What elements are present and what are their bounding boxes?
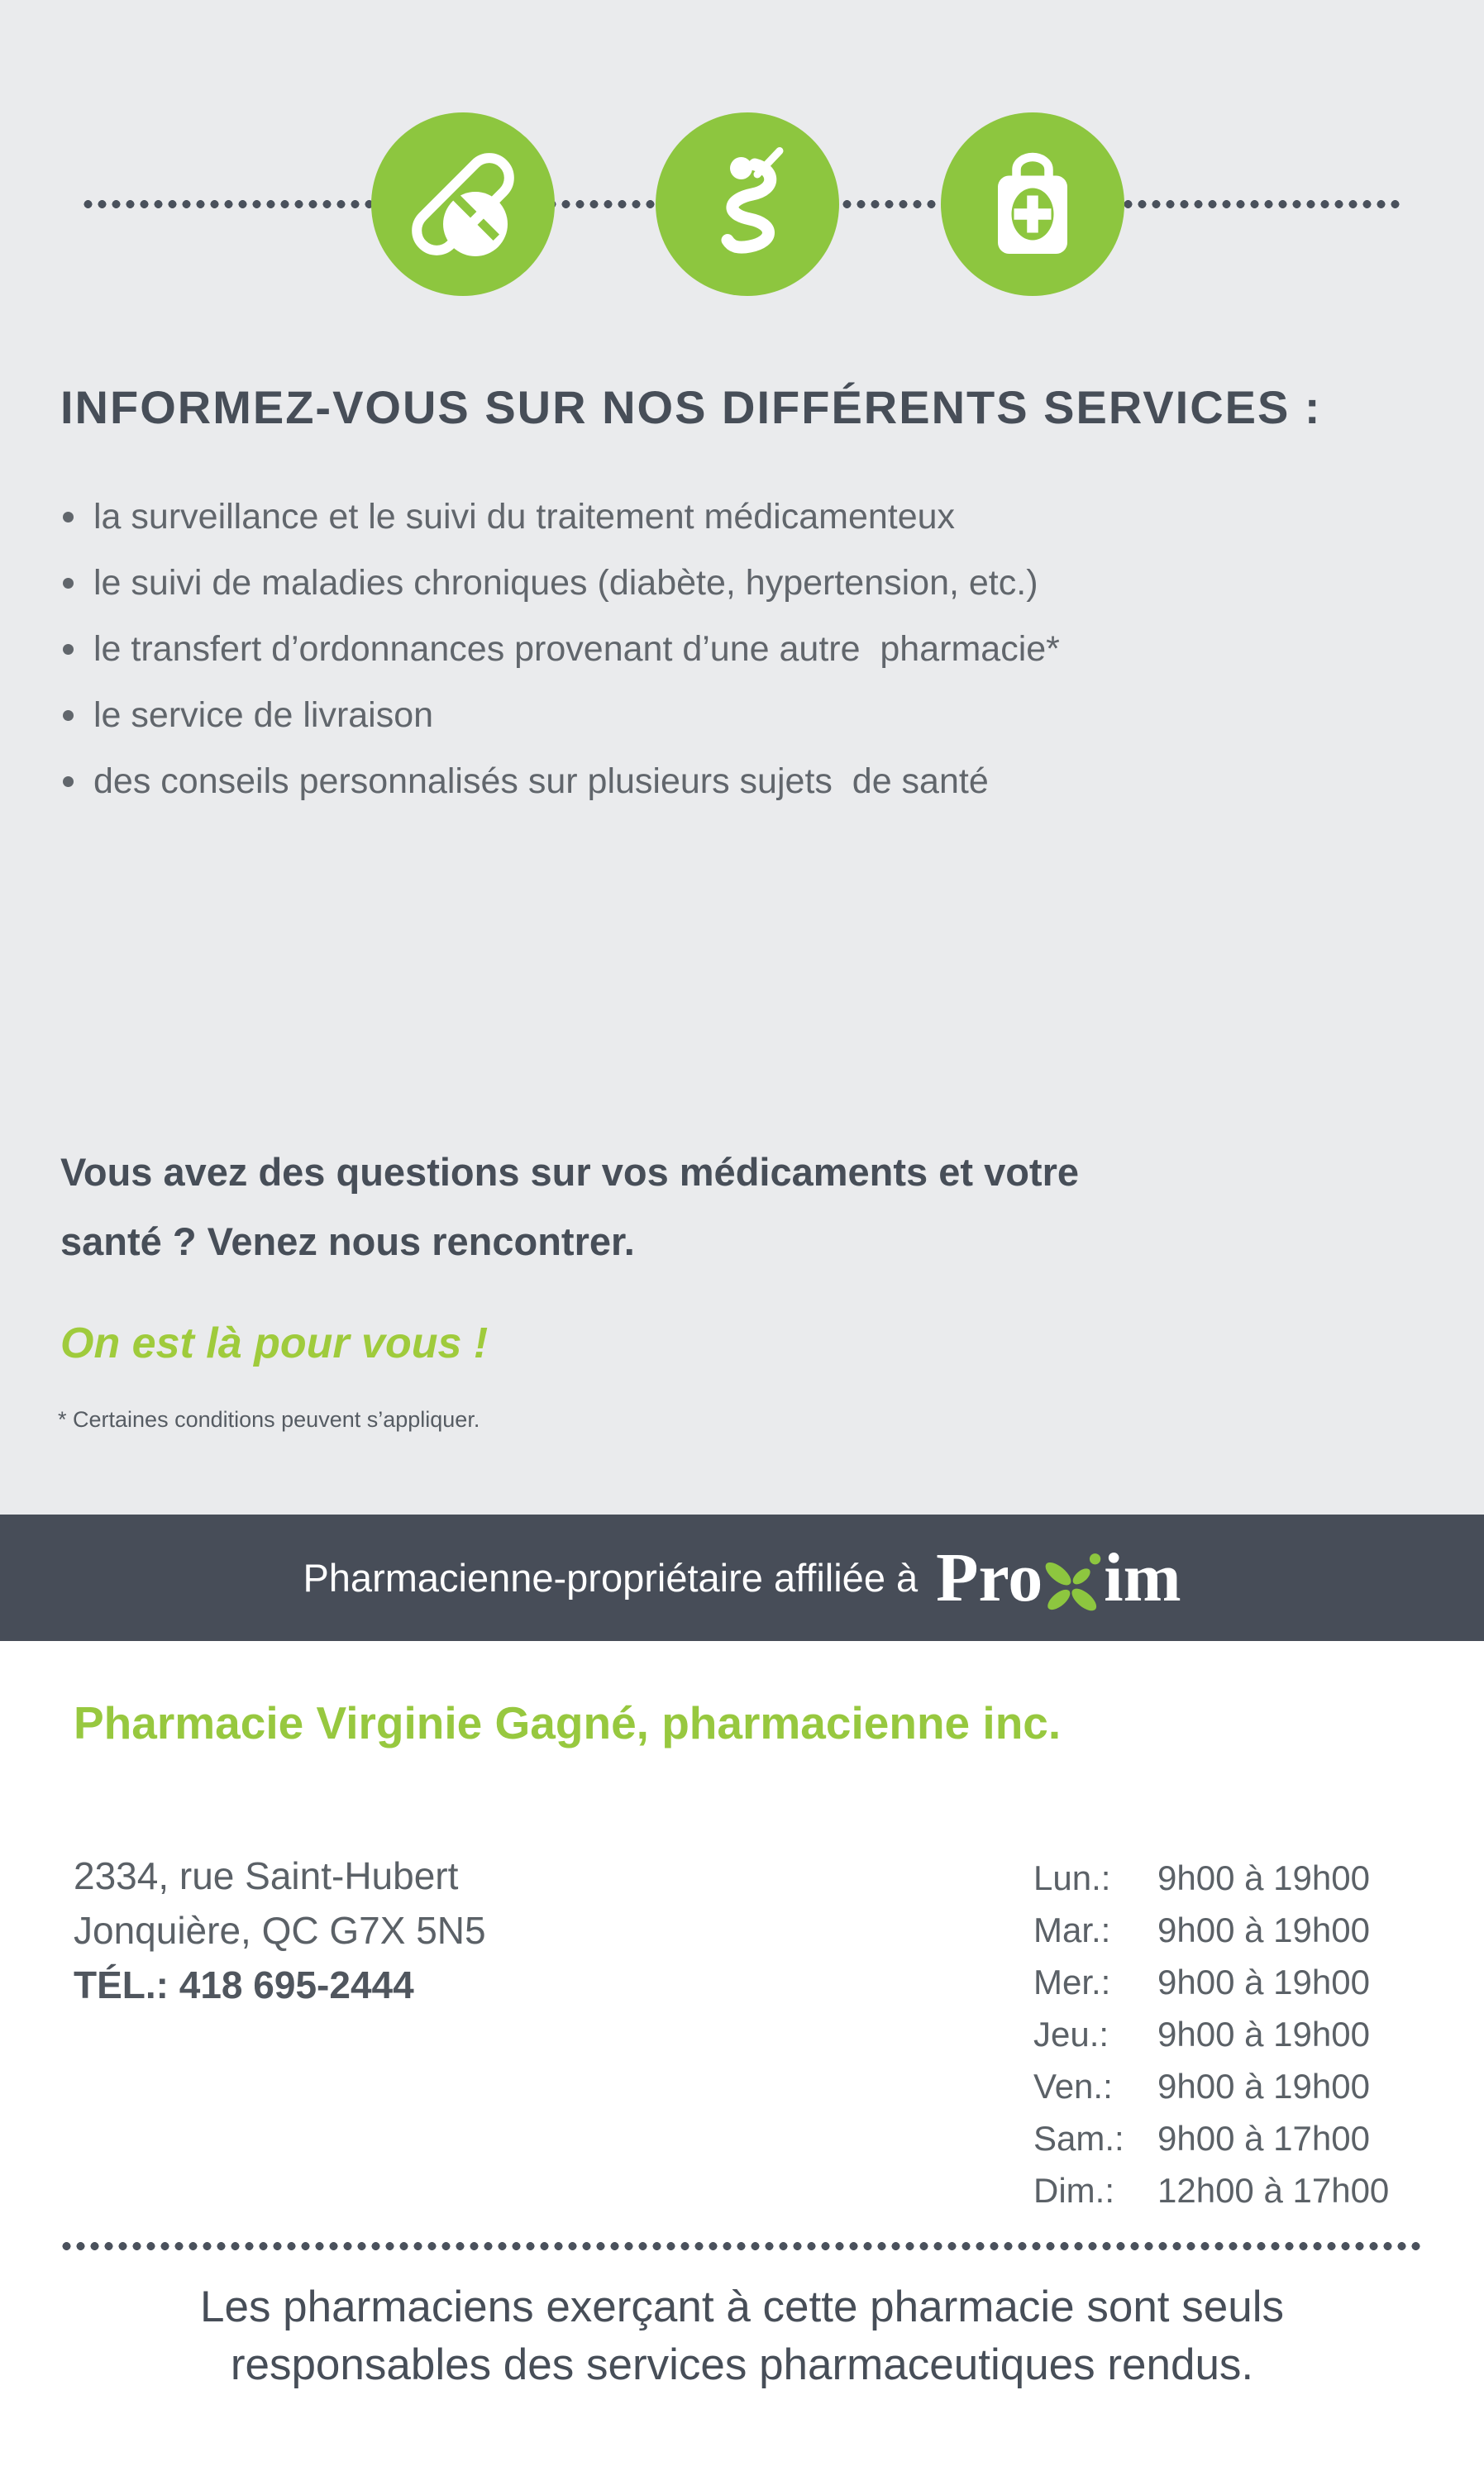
service-item-label: la surveillance et le suivi du traitement médicamenteux <box>93 496 956 537</box>
proxim-logo-text-post: im <box>1104 1539 1181 1616</box>
disclaimer-line-1: Les pharmaciens exerçant à cette pharmacie sont seuls <box>200 2283 1284 2331</box>
address-line-2: Jonquière, QC G7X 5N5 <box>74 1909 486 1952</box>
time-value: 9h00 à 19h00 <box>1157 1911 1370 1949</box>
bullet-icon <box>63 710 74 721</box>
day-label: Dim.: <box>1033 2171 1114 2210</box>
service-item <box>63 484 1060 550</box>
service-item-label: des conseils personnalisés sur plusieurs sujets de santé <box>93 761 989 801</box>
time-value: 9h00 à 19h00 <box>1157 2067 1370 2106</box>
time-value: 9h00 à 19h00 <box>1157 1963 1370 2001</box>
service-item-label: le service de livraison <box>93 694 434 735</box>
affiliation-banner <box>0 1515 1484 1641</box>
hours-row <box>1033 1956 1389 2008</box>
pill-capsule-icon <box>371 112 555 296</box>
service-item <box>63 748 1060 814</box>
first-aid-kit-icon <box>941 112 1124 296</box>
hours-row <box>1033 1904 1389 1956</box>
asclepius-snake-icon <box>656 112 839 296</box>
bullet-icon <box>63 776 74 787</box>
pharmacy-name: Pharmacie Virginie Gagné, pharmacienne inc. <box>74 1697 1062 1748</box>
bullet-icon <box>63 512 74 522</box>
dotted-divider-bottom <box>60 2242 1424 2250</box>
proxim-x-icon <box>1038 1549 1109 1620</box>
hours-row <box>1033 1852 1389 1904</box>
time-value: 9h00 à 19h00 <box>1157 1858 1370 1897</box>
footnote-text: * Certaines conditions peuvent s’appliquer. <box>58 1407 480 1432</box>
disclaimer-line-2: responsables des services pharmaceutiques rendus. <box>230 2340 1254 2389</box>
day-label: Ven.: <box>1033 2067 1113 2106</box>
day-label: Mar.: <box>1033 1911 1111 1949</box>
service-item-label: le suivi de maladies chroniques (diabète, hypertension, etc.) <box>93 562 1038 603</box>
bullet-icon <box>63 578 74 589</box>
service-item <box>63 616 1060 682</box>
service-item <box>63 682 1060 748</box>
services-list <box>63 484 1060 814</box>
time-value: 9h00 à 19h00 <box>1157 2015 1370 2054</box>
hours-row <box>1033 2164 1389 2216</box>
service-item-label: le transfert d’ordonnances provenant d’une autre pharmacie* <box>93 628 1060 669</box>
address-line-1: 2334, rue Saint-Hubert <box>74 1854 459 1897</box>
time-value: 12h00 à 17h00 <box>1157 2171 1390 2210</box>
bullet-icon <box>63 644 74 655</box>
opening-hours <box>1033 1852 1389 2216</box>
proxim-logo-text-pre: Pro <box>936 1539 1043 1616</box>
phone-number: TÉL.: 418 695-2444 <box>74 1963 414 2006</box>
hours-row <box>1033 2060 1389 2112</box>
affiliation-label: Pharmacienne-propriétaire affiliée à <box>303 1556 919 1600</box>
hours-row <box>1033 2008 1389 2060</box>
proxim-logo <box>936 1539 1181 1616</box>
service-item <box>63 550 1060 616</box>
services-heading: INFORMEZ-VOUS SUR NOS DIFFÉRENTS SERVICES : <box>60 381 1322 433</box>
hours-row <box>1033 2112 1389 2164</box>
question-text: Vous avez des questions sur vos médicaments et votre santé ? Venez nous rencontrer. <box>60 1150 1080 1263</box>
address-block <box>74 1849 486 2012</box>
day-label: Jeu.: <box>1033 2015 1109 2054</box>
day-label: Mer.: <box>1033 1963 1111 2001</box>
slogan-text: On est là pour vous ! <box>60 1319 489 1367</box>
day-label: Lun.: <box>1033 1858 1111 1897</box>
time-value: 9h00 à 17h00 <box>1157 2119 1370 2158</box>
disclaimer-text <box>0 2278 1484 2394</box>
day-label: Sam.: <box>1033 2119 1124 2158</box>
